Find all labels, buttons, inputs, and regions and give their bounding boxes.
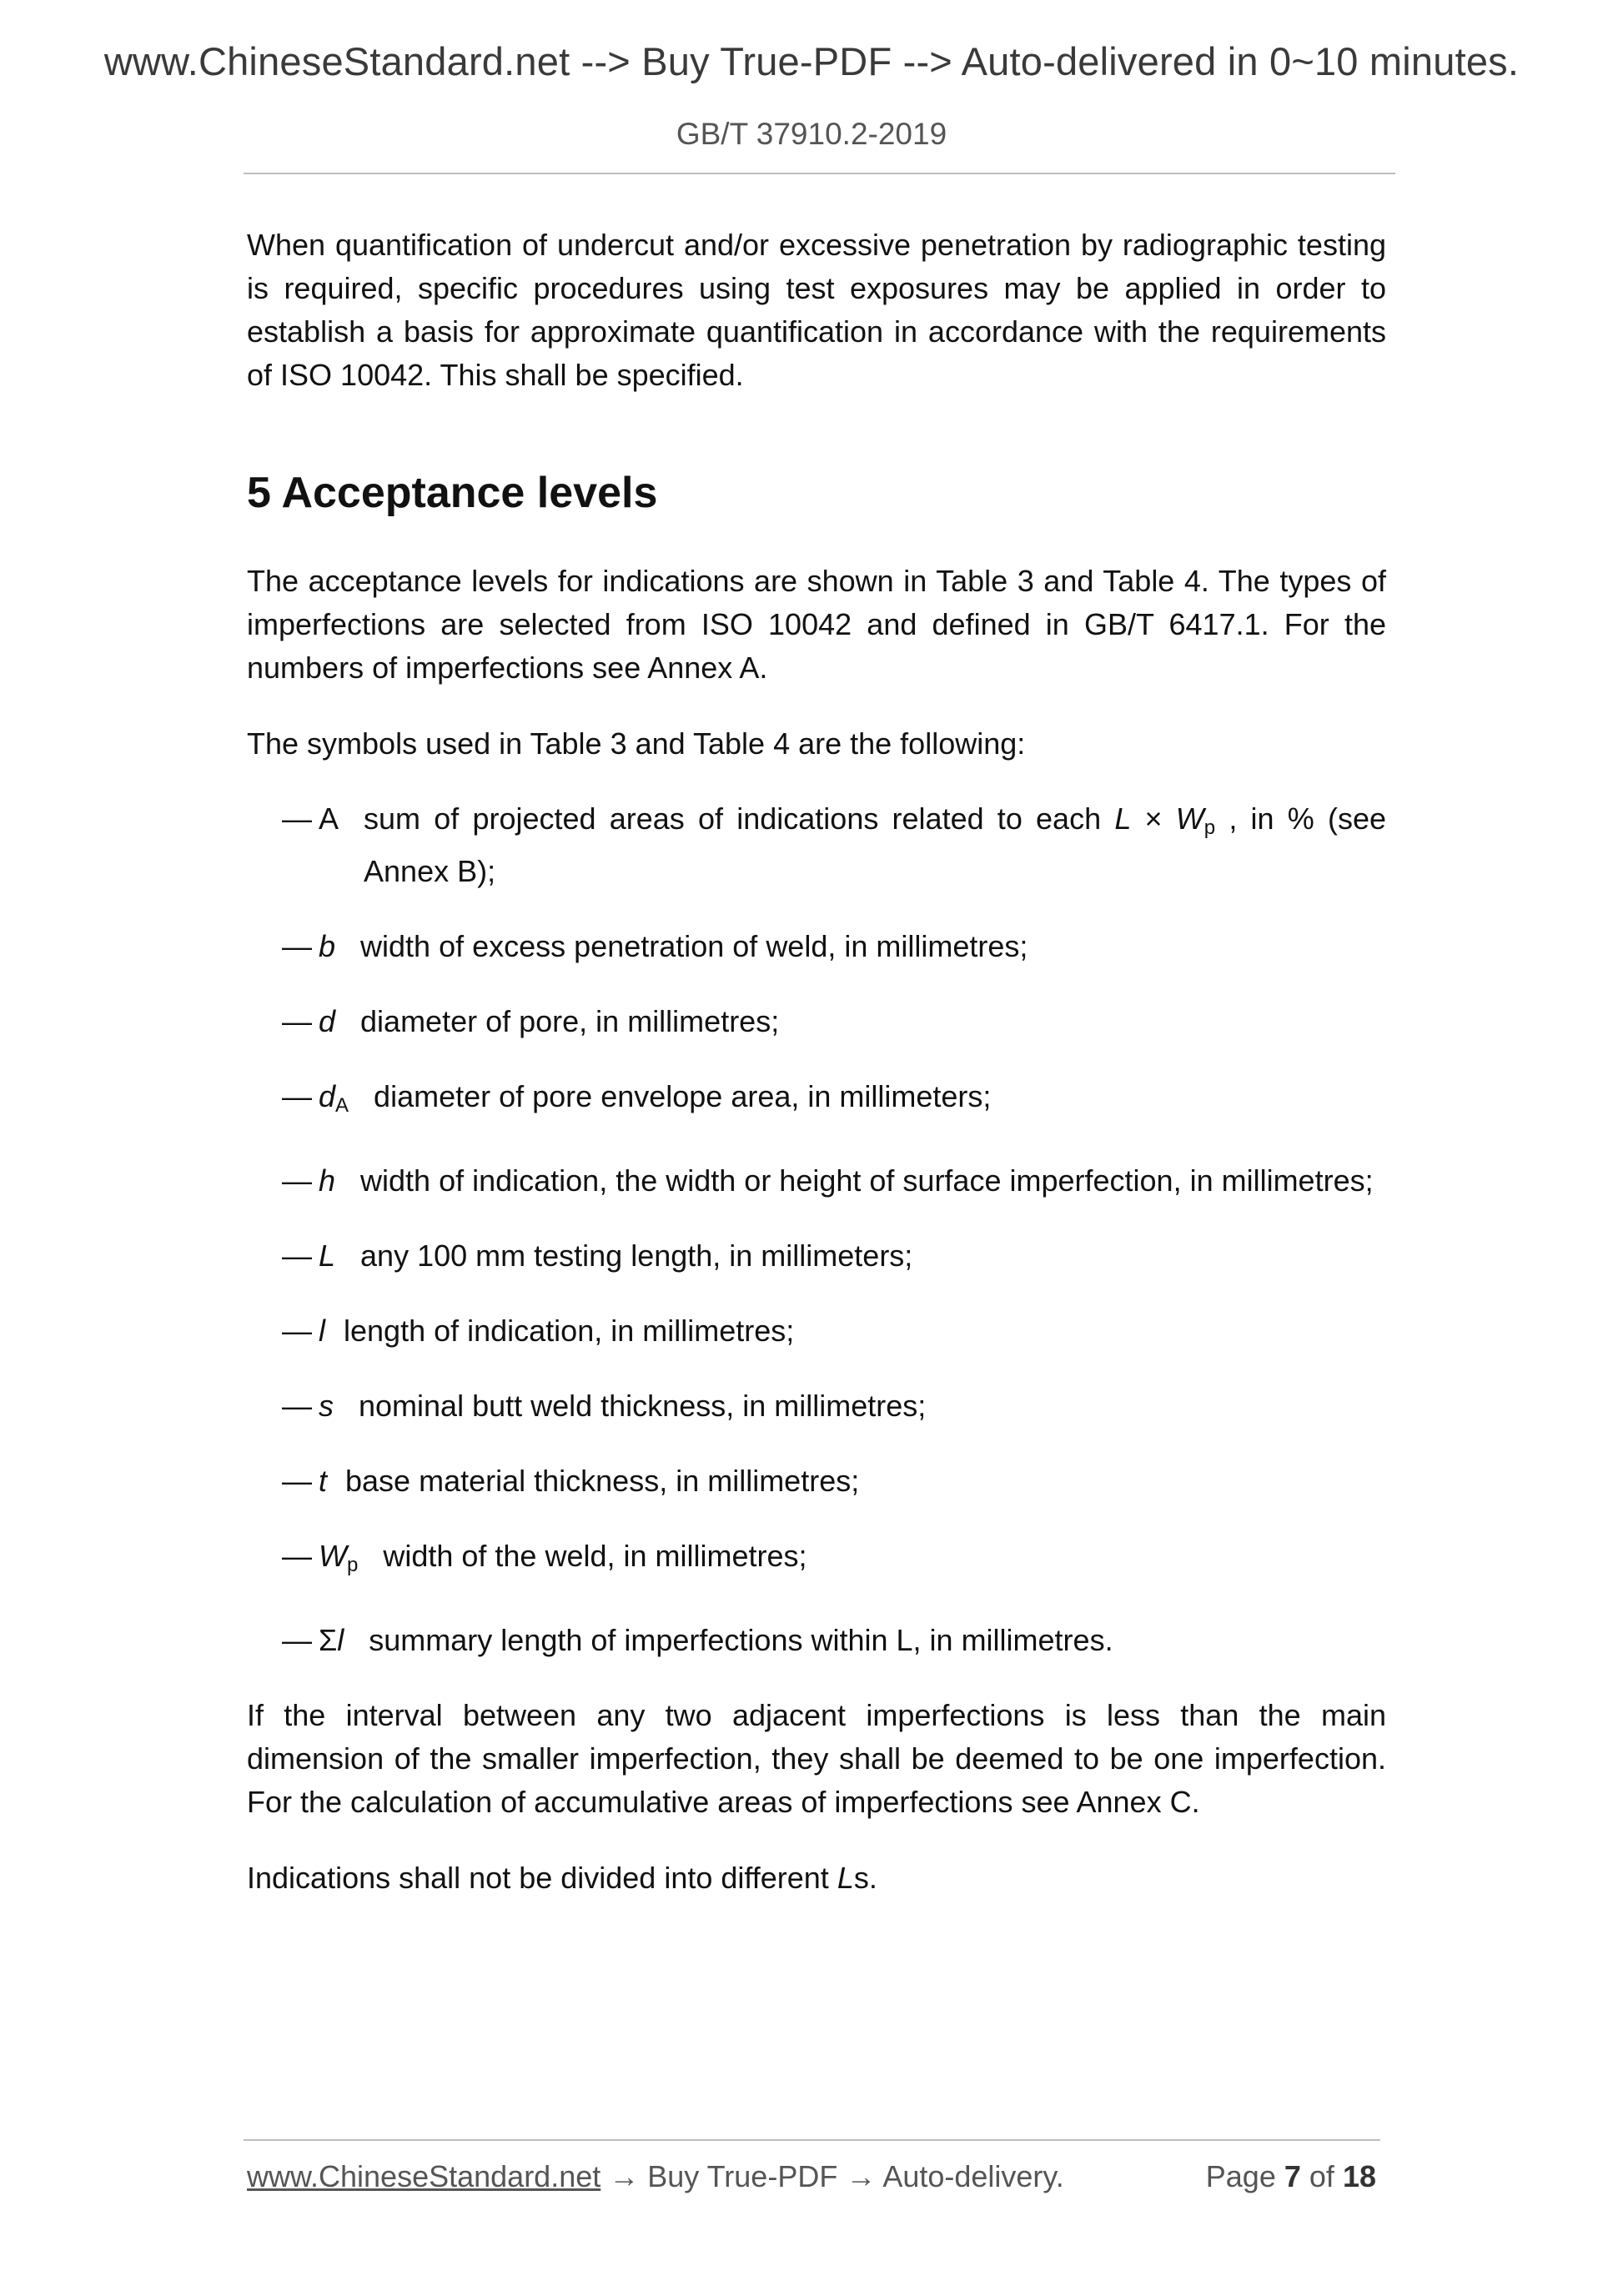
symbol-description: width of indication, the width or height of surface imperfection, in millimetres; [360, 1163, 1374, 1198]
symbol-term: b [319, 929, 336, 963]
page-footer [247, 2159, 1376, 2194]
list-dash: — [282, 1163, 312, 1198]
top-banner: www.ChineseStandard.net --> Buy True-PDF --> Auto-delivered in 0~10 minutes. [103, 39, 1520, 83]
symbol-item-dA [247, 1075, 1386, 1128]
list-dash: — [282, 1389, 312, 1423]
symbol-description: summary length of imperfections within L, in millimetres. [369, 1623, 1113, 1657]
current-page: 7 [1284, 2159, 1301, 2193]
symbol-list [247, 797, 1386, 1662]
list-dash: — [282, 1004, 312, 1038]
symbol-term: $W_p$ [319, 1539, 359, 1576]
symbol-description: base material thickness, in millimetres; [345, 1464, 860, 1498]
site-link[interactable]: www.ChineseStandard.net [247, 2159, 601, 2193]
symbol-item-Wp [247, 1535, 1386, 1587]
symbol-term: d [319, 1004, 336, 1038]
symbol-description: diameter of pore envelope area, in millimeters; [374, 1079, 992, 1113]
list-dash: — [282, 801, 312, 836]
total-pages: 18 [1342, 2159, 1376, 2193]
symbol-description: nominal butt weld thickness, in millimetres; [359, 1389, 927, 1423]
list-dash: — [282, 1238, 312, 1273]
symbol-item-l [247, 1309, 1386, 1353]
page-body [247, 224, 1386, 1900]
list-dash: — [282, 929, 312, 963]
symbol-term: A [319, 801, 339, 836]
symbol-item-s [247, 1384, 1386, 1428]
symbol-term: L [319, 1238, 336, 1273]
symbol-term: l [319, 1314, 325, 1348]
symbol-description: width of the weld, in millimetres; [383, 1539, 807, 1573]
footer-left [247, 2159, 1064, 2194]
symbol-item-L [247, 1234, 1386, 1278]
symbol-item-h [247, 1159, 1386, 1203]
intro-paragraph: When quantification of undercut and/or excessive penetration by radiographic testing is required, specific procedures using test exposures may be applied in order to establish a basis for approximate quantification in accordance with the requirements of ISO 10042. This shall be specified. [247, 228, 1386, 392]
list-dash: — [282, 1623, 312, 1657]
footer-divider [244, 2139, 1380, 2141]
page-number: Page 7 of 18 [1205, 2159, 1376, 2193]
symbol-term: h [319, 1163, 336, 1198]
symbol-description: width of excess penetration of weld, in millimetres; [360, 929, 1028, 963]
symbol-description: length of indication, in millimetres; [344, 1314, 795, 1348]
symbol-term: Σl [319, 1623, 344, 1657]
symbol-description: diameter of pore, in millimetres; [360, 1004, 780, 1038]
symbol-term: $d_A$ [319, 1079, 349, 1117]
symbols-intro-paragraph: The symbols used in Table 3 and Table 4 are the following: [247, 726, 1026, 761]
symbol-item-t [247, 1459, 1386, 1503]
symbol-item-A [247, 797, 1386, 893]
standard-code: GB/T 37910.2-2019 [676, 117, 947, 151]
interval-paragraph: If the interval between any two adjacent imperfections is less than the main dimension of the smaller imperfection, they shall be deemed to be one imperfection. For the calculation of accumulative areas of imperfections see Annex C. [247, 1698, 1386, 1819]
symbol-description: any 100 mm testing length, in millimeters; [360, 1238, 913, 1273]
footer-tagline: → Buy True-PDF → Auto-delivery. [600, 2159, 1064, 2193]
list-dash: — [282, 1539, 312, 1573]
list-dash: — [282, 1464, 312, 1498]
list-dash: — [282, 1314, 312, 1348]
symbol-description: sum of projected areas of indications related to each $L \times W_p$ , in % (see Annex B); [364, 801, 1386, 888]
symbol-item-b [247, 925, 1386, 968]
division-paragraph: Indications shall not be divided into different Ls. [247, 1861, 877, 1895]
header-divider [244, 173, 1395, 174]
symbol-item-d [247, 1000, 1386, 1043]
list-dash: — [282, 1079, 312, 1113]
symbol-item-sum-l [247, 1619, 1386, 1662]
acceptance-paragraph: The acceptance levels for indications are shown in Table 3 and Table 4. The types of imperfections are selected from ISO 10042 and defined in GB/T 6417.1. For the numbers of imperfections see Annex A. [247, 564, 1386, 685]
section-heading: 5 Acceptance levels [247, 469, 658, 517]
symbol-term: s [319, 1389, 334, 1423]
symbol-term: t [319, 1464, 328, 1498]
